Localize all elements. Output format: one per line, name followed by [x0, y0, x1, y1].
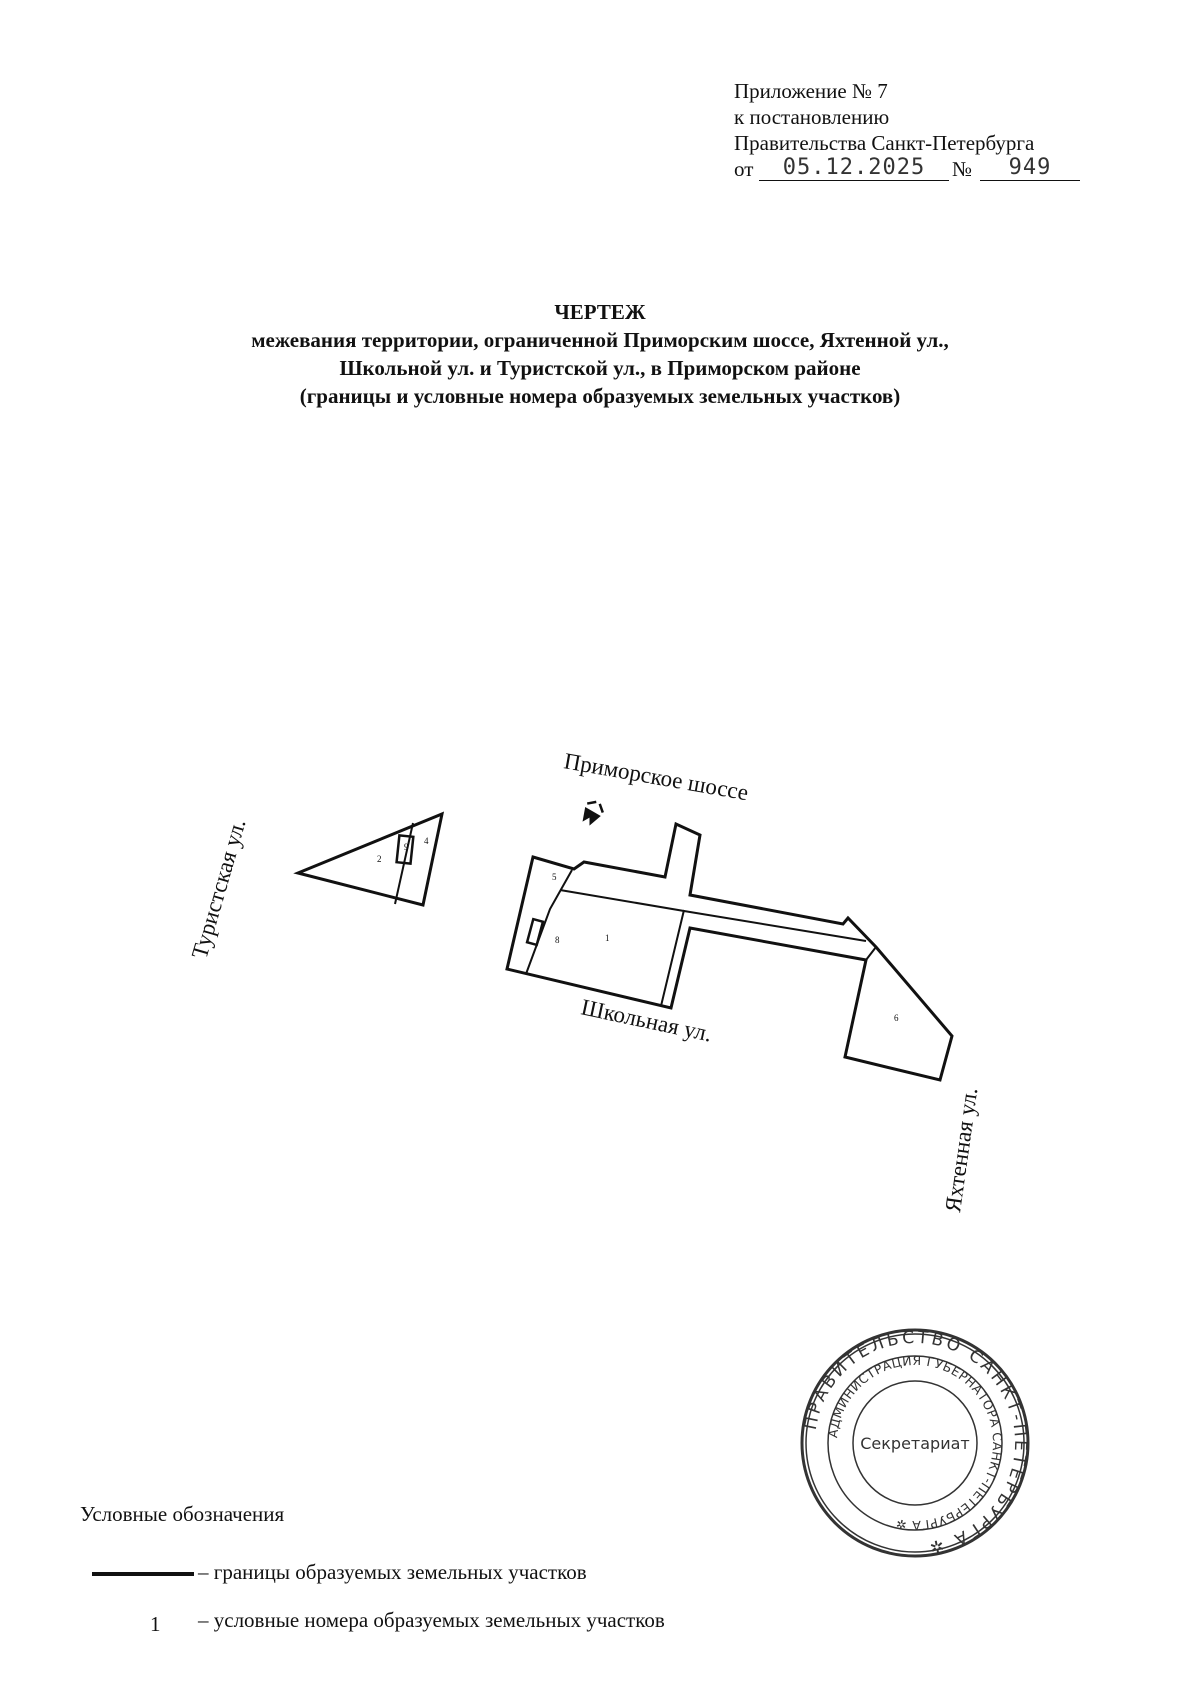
appendix-to-resolution: к постановлению: [734, 105, 890, 129]
resolution-number: 949: [980, 156, 1080, 181]
legend-title: Условные обозначения: [80, 1502, 285, 1526]
parcel-number-4: 4: [424, 836, 429, 846]
parcel-divider-1: [661, 910, 684, 1006]
title-line-2: межевания территории, ограниченной Приморским шоссе, Яхтенной ул.,: [251, 328, 949, 352]
number-label: №: [952, 157, 973, 181]
street-yakhtennaya: Яхтенная ул.: [940, 1086, 983, 1214]
resolution-date: 05.12.2025: [759, 156, 949, 181]
issuing-authority: Правительства Санкт-Петербурга: [734, 131, 1035, 155]
document-header: [734, 78, 1094, 186]
parcel-boundary-8: [527, 919, 543, 945]
legend-boundary-line: [92, 1572, 194, 1576]
parcel-number-9: 9: [404, 842, 409, 852]
parcel-boundary-west: [298, 814, 442, 905]
svg-text:ПРАВИТЕЛЬСТВО САНКТ-ПЕТЕРБУРГА: ПРАВИТЕЛЬСТВО САНКТ-ПЕТЕРБУРГА ✲: [800, 1328, 1030, 1558]
parcel-number-8: 8: [555, 935, 560, 945]
title-line-4: (границы и условные номера образуемых земельных участков): [299, 384, 901, 408]
legend-number-label: – условные номера образуемых земельных участков: [198, 1608, 665, 1632]
title-line-1: ЧЕРТЕЖ: [554, 300, 646, 324]
north-arrow-icon: [578, 798, 606, 828]
title-line-3: Школьной ул. и Туристской ул., в Приморском районе: [339, 356, 861, 380]
parcel-divider-6: [866, 947, 876, 960]
appendix-number: Приложение № 7: [734, 79, 888, 103]
street-shkolnaya: Школьная ул.: [578, 994, 715, 1047]
street-turistskaya: Туристская ул.: [186, 816, 251, 962]
official-stamp: [800, 1328, 1030, 1558]
legend-boundary-label: – границы образуемых земельных участков: [198, 1560, 587, 1584]
stamp-center-text: Секретариат: [860, 1434, 970, 1453]
land-survey-map: [0, 730, 1200, 1250]
from-label: от: [734, 157, 754, 181]
date-number-line: [734, 156, 1094, 186]
street-primorskoe: Приморское шоссе: [562, 748, 751, 806]
parcel-number-2: 2: [377, 854, 382, 864]
parcel-number-1: 1: [605, 933, 610, 943]
parcel-number-6: 6: [894, 1013, 899, 1023]
parcel-boundary-main: [507, 824, 952, 1080]
drawing-title: [100, 298, 1100, 410]
svg-text:АДМИНИСТРАЦИЯ ГУБЕРНАТОРА САНК: АДМИНИСТРАЦИЯ ГУБЕРНАТОРА САНКТ-ПЕТЕРБУРГА ✲: [825, 1352, 1006, 1534]
parcel-number-5: 5: [552, 872, 557, 882]
legend-number-sample: 1: [150, 1612, 161, 1636]
